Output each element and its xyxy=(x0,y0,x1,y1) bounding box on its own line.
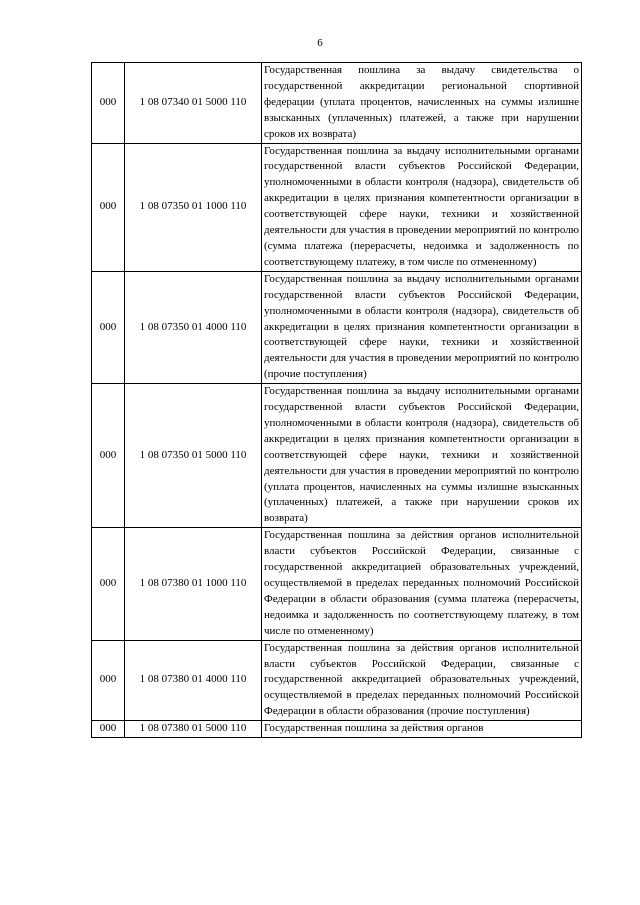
budget-codes-table xyxy=(91,62,582,738)
description-cell: Государственная пошлина за выдачу исполнительными органами государственной власти субъектов Российской Федерации, уполномоченными в области контроля (надзора), свидетельств об аккредитации в целях признания компетентности организации в соответствующей сфере науки, техники и хозяйственной деятельности для участия в проведении мероприятий по контролю (прочие поступления) xyxy=(262,271,582,383)
table-row xyxy=(92,528,582,640)
kbk-code-cell: 1 08 07380 01 4000 110 xyxy=(125,640,262,721)
description-cell: Государственная пошлина за выдачу исполнительными органами государственной власти субъектов Российской Федерации, уполномоченными в области контроля (надзора), свидетельств об аккредитации в целях признания компетентности организации в соответствующей сфере науки, техники и хозяйственной деятельности для участия в проведении мероприятий по контролю (сумма платежа (перерасчеты, недоимка и задолженность по соответствующему платежу, в том числе по отмененному) xyxy=(262,143,582,271)
table-row xyxy=(92,63,582,144)
description-cell: Государственная пошлина за выдачу исполнительными органами государственной власти субъектов Российской Федерации, уполномоченными в области контроля (надзора), свидетельств об аккредитации в целях признания компетентности организации в соответствующей сфере науки, техники и хозяйственной деятельности для участия в проведении мероприятий по контролю (уплата процентов, начисленных на суммы излишне взысканных (уплаченных) платежей, а также при нарушении сроков их возврата) xyxy=(262,384,582,528)
admin-code-cell: 000 xyxy=(92,384,125,528)
admin-code-cell: 000 xyxy=(92,271,125,383)
kbk-code-cell: 1 08 07350 01 5000 110 xyxy=(125,384,262,528)
admin-code-cell: 000 xyxy=(92,143,125,271)
kbk-code-cell: 1 08 07350 01 1000 110 xyxy=(125,143,262,271)
table-row xyxy=(92,640,582,721)
kbk-code-cell: 1 08 07350 01 4000 110 xyxy=(125,271,262,383)
page-number: 6 xyxy=(317,37,323,49)
kbk-code-cell: 1 08 07380 01 5000 110 xyxy=(125,721,262,738)
table-row xyxy=(92,143,582,271)
kbk-code-cell: 1 08 07380 01 1000 110 xyxy=(125,528,262,640)
description-cell: Государственная пошлина за действия органов исполнительной власти субъектов Российской Федерации, связанные с государственной аккредитацией образовательных учреждений, осуществляемой в пределах переданных полномочий Российской Федерации в области образования (прочие поступления) xyxy=(262,640,582,721)
admin-code-cell: 000 xyxy=(92,63,125,144)
table-row xyxy=(92,384,582,528)
description-cell: Государственная пошлина за действия органов исполнительной власти субъектов Российской Федерации, связанные с государственной аккредитацией образовательных учреждений, осуществляемой в пределах переданных полномочий Российской Федерации в области образования (сумма платежа (перерасчеты, недоимка и задолженность по соответствующему платежу, в том числе по отмененному) xyxy=(262,528,582,640)
description-cell: Государственная пошлина за выдачу свидетельства о государственной аккредитации региональной спортивной федерации (уплата процентов, начисленных на суммы излишне взысканных (уплаченных) платежей, а также при нарушении сроков их возврата) xyxy=(262,63,582,144)
table-row xyxy=(92,271,582,383)
table-row xyxy=(92,721,582,738)
admin-code-cell: 000 xyxy=(92,721,125,738)
admin-code-cell: 000 xyxy=(92,640,125,721)
description-cell: Государственная пошлина за действия органов xyxy=(262,721,582,738)
kbk-code-cell: 1 08 07340 01 5000 110 xyxy=(125,63,262,144)
admin-code-cell: 000 xyxy=(92,528,125,640)
